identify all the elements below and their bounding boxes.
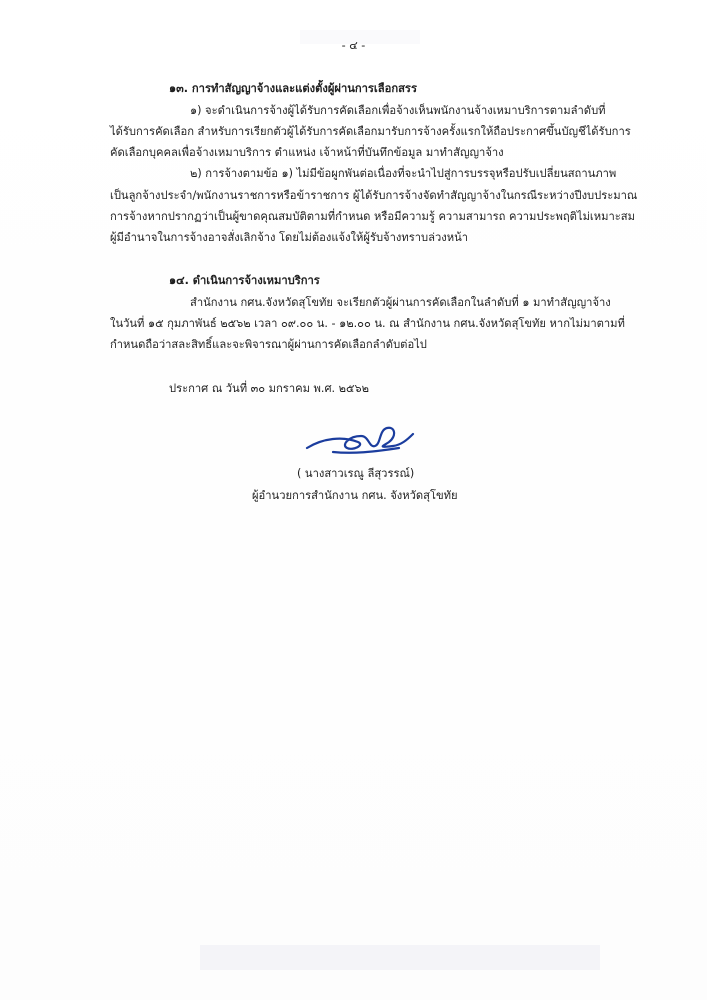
section-13-item-2-line-2: เป็นลูกจ้างประจำ/พนักงานราชการหรือข้าราชการ ผู้ได้รับการจ้างจัดทำสัญญาจ้างในกรณีระหว่างปีงบประมาณ [110, 189, 638, 202]
section-14-line-2: ในวันที่ ๑๕ กุมภาพันธ์ ๒๕๖๒ เวลา ๐๙.๐๐ น. - ๑๒.๐๐ น. ณ สำนักงาน กศน.จังหวัดสุโขทัย หากไม่มาตามที่ [110, 317, 625, 330]
section-13-item-2-line-4: ผู้มีอำนาจในการจ้างอาจสั่งเลิกจ้าง โดยไม่ต้องแจ้งให้ผู้รับจ้างทราบล่วงหน้า [110, 231, 469, 244]
page-number: - ๔ - [341, 39, 366, 52]
section-13-item-1-line-1: ๑) จะดำเนินการจ้างผู้ได้รับการคัดเลือกเพื่อจ้างเห็นพนักงานจ้างเหมาบริการตามลำดับที่ [190, 104, 606, 117]
section-14-heading: ๑๔. ดำเนินการจ้างเหมาบริการ [169, 274, 320, 287]
scan-mark-bottom [200, 945, 600, 970]
section-13-item-1-line-2: ได้รับการคัดเลือก สำหรับการเรียกตัวผู้ได้รับการคัดเลือกมารับการจ้างครั้งแรกให้ถือประกาศขึ้นบัญชีได้รับการ [110, 125, 631, 138]
signature [303, 418, 418, 463]
section-14-line-3: กำหนดถือว่าสละสิทธิ์และจะพิจารณาผู้ผ่านการคัดเลือกลำดับต่อไป [110, 338, 427, 351]
signer-name: ( นางสาวเรณู ลีสุวรรณ์) [297, 467, 415, 480]
announcement-date: ประกาศ ณ วันที่ ๓๐ มกราคม พ.ศ. ๒๕๖๒ [169, 382, 369, 395]
section-14-line-1: สำนักงาน กศน.จังหวัดสุโขทัย จะเรียกตัวผู้ผ่านการคัดเลือกในลำดับที่ ๑ มาทำสัญญาจ้าง [190, 296, 611, 309]
section-13-item-1-line-3: คัดเลือกบุคคลเพื่อจ้างเหมาบริการ ตำแหน่ง เจ้าหน้าที่บันทึกข้อมูล มาทำสัญญาจ้าง [110, 146, 504, 159]
section-13-item-2-line-1: ๒) การจ้างตามข้อ ๑) ไม่มีข้อผูกพันต่อเนื่องที่จะนำไปสู่การบรรจุหรือปรับเปลี่ยนสถานภาพ [190, 167, 617, 180]
section-13-heading: ๑๓. การทำสัญญาจ้างและแต่งตั้งผู้ผ่านการเลือกสรร [169, 82, 417, 95]
section-13-item-2-line-3: การจ้างหากปรากฏว่าเป็นผู้ขาดคุณสมบัติตามที่กำหนด หรือมีความรู้ ความสามารถ ความประพฤติไม่เหมาะสม [110, 210, 636, 223]
signer-position: ผู้อำนวยการสำนักงาน กศน. จังหวัดสุโขทัย [252, 489, 458, 502]
